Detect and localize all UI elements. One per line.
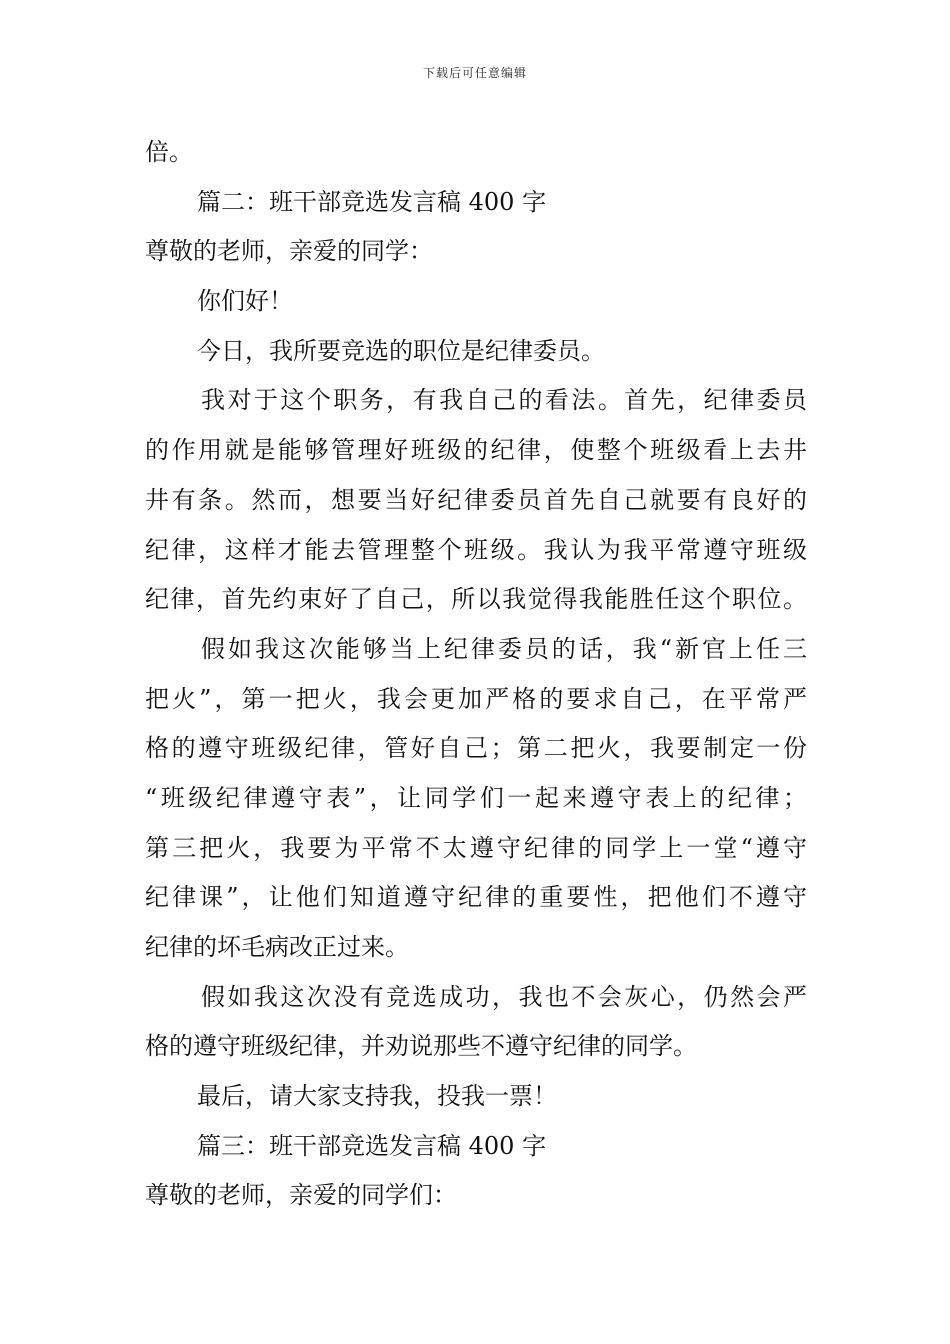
text-line: 纪律课”，让他们知道遵守纪律的重要性，把他们不遵守 xyxy=(145,883,807,912)
page-header: 下载后可任意编辑 xyxy=(422,66,527,80)
text-line: 假如我这次没有竞选成功，我也不会灰心，仍然会严 xyxy=(201,982,807,1011)
text-line: 纪律，首先约束好了自己，所以我觉得我能胜任这个职位。 xyxy=(145,585,807,614)
text-line: 的作用就是能够管理好班级的纪律，使整个班级看上去井 xyxy=(145,436,807,465)
text-line: 假如我这次能够当上纪律委员的话，我“新官上任三 xyxy=(201,634,807,663)
section-heading: 篇二：班干部竞选发言稿 400 字 xyxy=(197,187,547,216)
text-line: 格的遵守班级纪律，并劝说那些不遵守纪律的同学。 xyxy=(145,1032,697,1061)
text-line: “班级纪律遵守表”，让同学们一起来遵守表上的纪律； xyxy=(145,783,807,812)
greeting: 你们好！ xyxy=(197,287,293,316)
text-line: 第三把火，我要为平常不太遵守纪律的同学上一堂“遵守 xyxy=(145,833,807,862)
salutation: 尊敬的老师，亲爱的同学们： xyxy=(145,1181,457,1210)
text-line: 井有条。然而，想要当好纪律委员首先自己就要有良好的 xyxy=(145,485,807,514)
text-line: 最后，请大家支持我，投我一票！ xyxy=(197,1082,557,1111)
text-line: 纪律的坏毛病改正过来。 xyxy=(145,933,409,961)
text-line: 纪律，这样才能去管理整个班级。我认为我平常遵守班级 xyxy=(145,535,807,564)
text-line: 今日，我所要竞选的职位是纪律委员。 xyxy=(197,336,605,365)
text-line: 格的遵守班级纪律，管好自己；第二把火，我要制定一份 xyxy=(145,734,807,763)
text-line: 把火”，第一把火，我会更加严格的要求自己，在平常严 xyxy=(145,684,807,713)
document-body xyxy=(145,128,807,1221)
text-line: 倍。 xyxy=(145,138,193,166)
section-heading: 篇三：班干部竞选发言稿 400 字 xyxy=(197,1131,547,1160)
salutation: 尊敬的老师，亲爱的同学： xyxy=(145,237,433,266)
text-line: 我对于这个职务，有我自己的看法。首先，纪律委员 xyxy=(201,386,807,415)
